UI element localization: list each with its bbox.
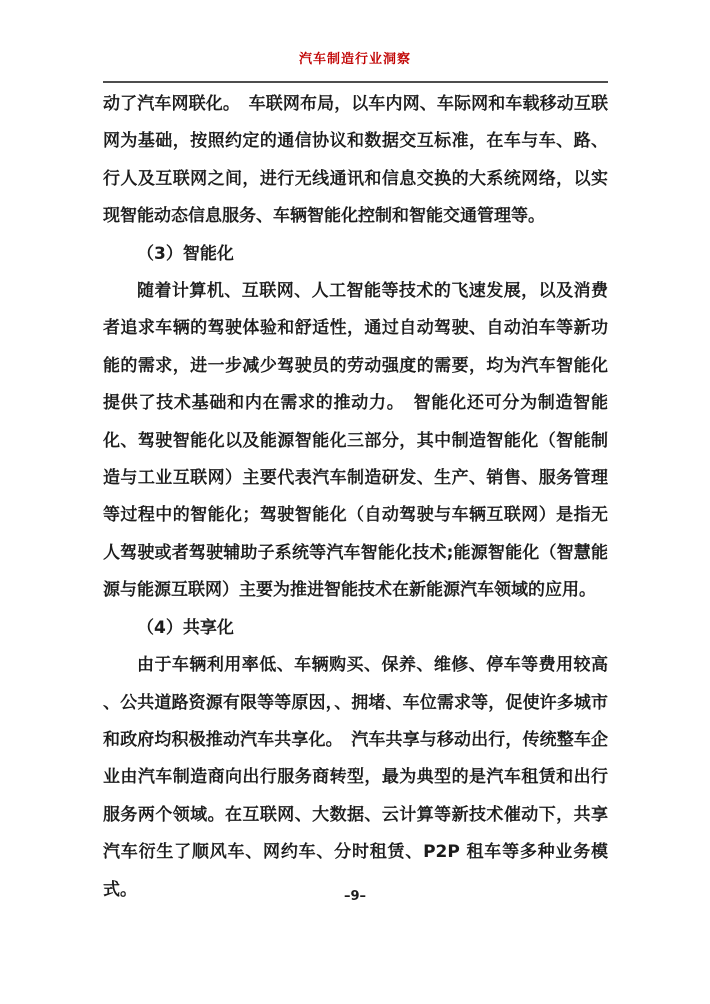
- header-divider-line: [103, 81, 608, 83]
- paragraph-sharing: 由于车辆利用率低、车辆购买、保养、维修、停车等费用较高 、公共道路资源有限等等原因，、拥堵、车位需求等，促使许多城市和政府均积极推动汽车共享化。 汽车共享与移动出行，传统整车企业由汽车制造商向出行服务商转型，最为典型的是汽车租赁和出行服务两个领域。在互联网、大数据、云计算等新技术催动下，共享汽车衍生了顺风车、网约车、分时租赁、P2P 租车等多种业务模式。: [103, 655, 608, 900]
- heading-sharing: （4）共享化: [137, 617, 234, 638]
- paragraph-intelligence: 随着计算机、互联网、人工智能等技术的飞速发展，以及消费者追求车辆的驾驶体验和舒适性，通过自动驾驶、自动泊车等新功能的需求，进一步减少驾驶员的劳动强度的需要，均为汽车智能化提供了技术基础和内在需求的推动力。 智能化还可分为制造智能化、驾驶智能化以及能源智能化三部分，其中制造智能化（智能制造与工业互联网）主要代表汽车制造研发、生产、销售、服务管理等过程中的智能化；驾驶智能化（自动驾驶与车辆互联网）是指无人驾驶或者驾驶辅助子系统等汽车智能化技术;能源智能化（智慧能源与能源互联网）主要为推进智能技术在新能源汽车领域的应用。: [103, 281, 608, 601]
- paragraph-car-networking: 动了汽车网联化。 车联网布局，以车内网、车际网和车载移动互联网为基础，按照约定的通信协议和数据交互标准，在车与车、路、行人及互联网之间，进行无线通讯和信息交换的大系统网络，以实现智能动态信息服务、车辆智能化控制和智能交通管理等。: [103, 94, 608, 227]
- document-body: [103, 86, 608, 909]
- heading-intelligence: （3）智能化: [137, 243, 234, 264]
- page-number: –9–: [343, 889, 367, 904]
- page-header-title: 汽车制造行业洞察: [298, 52, 411, 67]
